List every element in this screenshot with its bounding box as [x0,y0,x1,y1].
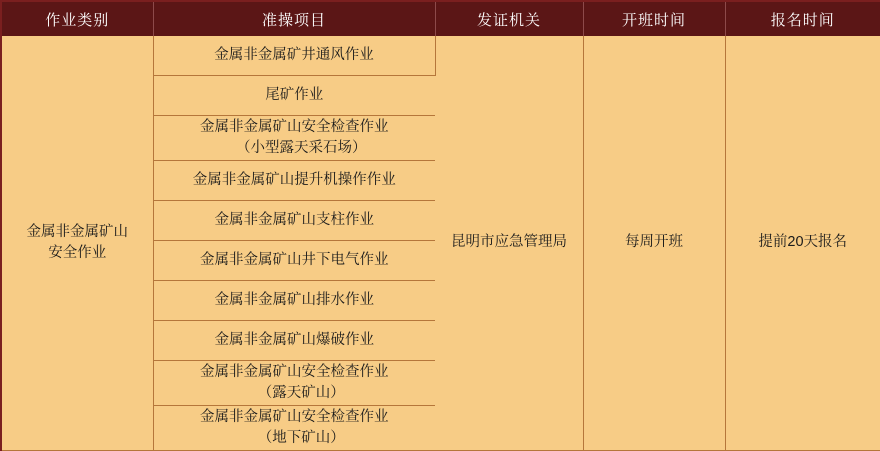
item-cell [153,76,435,116]
item-label: 金属非金属矿山安全检查作业 [200,408,389,425]
column-header-issuer: 发证机关 [435,1,583,36]
item-label: 金属非金属矿山爆破作业 [214,331,374,348]
item-label: 金属非金属矿山安全检查作业 [200,118,389,135]
issuer-cell: 昆明市应急管理局 [435,36,583,451]
start-time-cell: 每周开班 [583,36,725,451]
category-line-1: 金属非金属矿山 [26,223,128,240]
item-cell [153,321,435,361]
category-line-2: 安全作业 [48,245,107,261]
item-cell [153,281,435,321]
table-body [1,36,880,451]
item-label: 金属非金属矿井通风作业 [214,46,374,63]
category-cell [1,36,153,451]
table-header-row [1,1,880,36]
item-label: 金属非金属矿山提升机操作作业 [192,171,396,188]
signup-time-cell: 提前20天报名 [725,36,880,451]
item-label: 金属非金属矿山排水作业 [214,291,374,308]
column-header-category: 作业类别 [1,1,153,36]
item-label: 尾矿作业 [265,86,324,103]
table-row [1,36,880,76]
item-sublabel: （地下矿山） [257,430,345,446]
item-sublabel: （露天矿山） [257,385,345,401]
item-cell [153,241,435,281]
item-label: 金属非金属矿山井下电气作业 [200,251,389,268]
item-cell [153,406,435,451]
column-header-item: 准操项目 [153,1,435,36]
column-header-start-time: 开班时间 [583,1,725,36]
item-label: 金属非金属矿山支柱作业 [214,211,374,228]
table-header [1,1,880,36]
item-cell [153,361,435,406]
column-header-signup-time: 报名时间 [725,1,880,36]
item-cell [153,201,435,241]
item-sublabel: （小型露天采石场） [236,140,367,156]
item-label: 金属非金属矿山安全检查作业 [200,363,389,380]
item-cell [153,161,435,201]
item-cell [153,116,435,161]
item-cell [153,36,435,76]
